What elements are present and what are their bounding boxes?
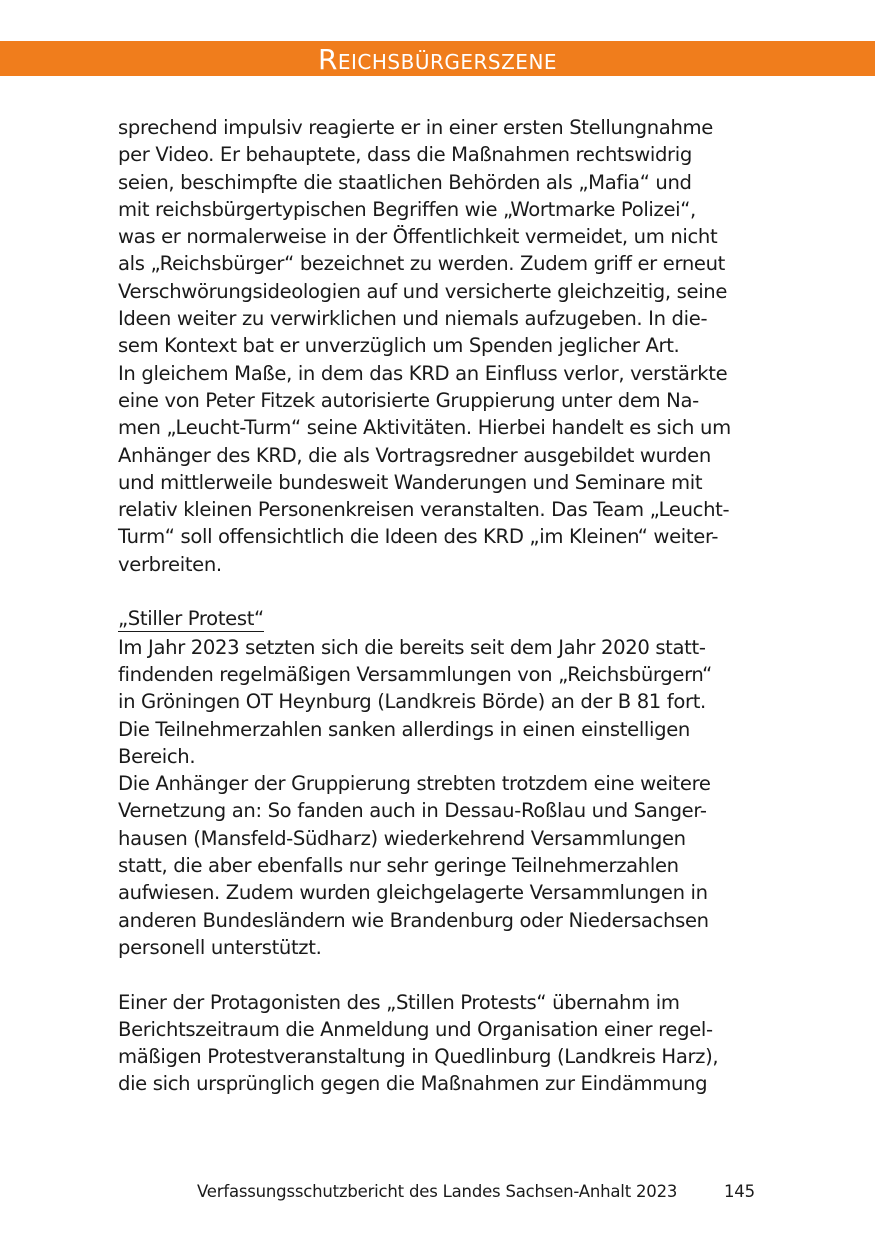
- text-line: in Gröningen OT Heynburg (Landkreis Börde) an der B 81 fort.: [118, 690, 706, 714]
- text-line: eine von Peter Fitzek autorisierte Gruppierung unter dem Na-: [118, 388, 699, 412]
- text-line: per Video. Er behauptete, dass die Maßnahmen rechtswidrig: [118, 143, 692, 167]
- text-line: verbreiten.: [118, 552, 222, 576]
- text-line: relativ kleinen Personenkreisen veranstalten. Das Team „Leucht-: [118, 498, 730, 522]
- text-line: Berichtszeitraum die Anmeldung und Organisation einer regel-: [118, 1017, 713, 1041]
- text-line: anderen Bundesländern wie Brandenburg oder Niedersachsen: [118, 908, 709, 932]
- text-line: mäßigen Protestveranstaltung in Quedlinburg (Landkreis Harz),: [118, 1045, 719, 1069]
- text-line: Die Anhänger der Gruppierung strebten trotzdem eine weitere: [118, 772, 711, 796]
- text-line: men „Leucht-Turm“ seine Aktivitäten. Hierbei handelt es sich um: [118, 416, 731, 440]
- text-line: Vernetzung an: So fanden auch in Dessau-Roßlau und Sanger-: [118, 799, 707, 823]
- section-header-bar: [0, 41, 875, 76]
- text-line: statt, die aber ebenfalls nur sehr geringe Teilnehmerzahlen: [118, 854, 679, 878]
- text-line: aufwiesen. Zudem wurden gleichgelagerte Versammlungen in: [118, 881, 708, 905]
- text-line: Bereich.: [118, 744, 196, 768]
- section-title: Reichsbürgerszene: [317, 43, 558, 76]
- text-line: als „Reichsbürger“ bezeichnet zu werden. Zudem griff er erneut: [118, 252, 725, 276]
- text-line: sprechend impulsiv reagierte er in einer ersten Stellungnahme: [118, 116, 713, 139]
- text-line: Turm“ soll offensichtlich die Ideen des KRD „im Kleinen“ weiter-: [118, 525, 719, 549]
- section-heading-wrapper: [118, 605, 758, 633]
- paragraph-3: [118, 634, 758, 770]
- text-line: findenden regelmäßigen Versammlungen von „Reichsbürgern“: [118, 662, 712, 686]
- text-line: personell unterstützt.: [118, 935, 322, 959]
- paragraph-spacer: [118, 578, 758, 605]
- paragraph-5: [118, 989, 758, 1098]
- body-text: [118, 114, 758, 1098]
- paragraph-1: [118, 114, 758, 360]
- text-line: Ideen weiter zu verwirklichen und niemals aufzugeben. In die-: [118, 307, 708, 331]
- text-line: Einer der Protagonisten des „Stillen Protests“ übernahm im: [118, 990, 680, 1014]
- text-line: Anhänger des KRD, die als Vortragsredner ausgebildet wurden: [118, 443, 711, 467]
- text-line: seien, beschimpfte die staatlichen Behörden als „Mafia“ und: [118, 170, 692, 194]
- footer-title: Verfassungsschutzbericht des Landes Sachsen-Anhalt 2023: [197, 1182, 678, 1201]
- text-line: Die Teilnehmerzahlen sanken allerdings in einen einstelligen: [118, 717, 690, 741]
- text-line: die sich ursprünglich gegen die Maßnahmen zur Eindämmung: [118, 1072, 708, 1096]
- text-line: was er normalerweise in der Öffentlichkeit vermeidet, um nicht: [118, 225, 718, 249]
- text-line: und mittlerweile bundesweit Wanderungen und Seminare mit: [118, 470, 703, 494]
- section-heading: „Stiller Protest“: [118, 607, 264, 631]
- paragraph-2: [118, 360, 758, 578]
- text-line: sem Kontext bat er unverzüglich um Spenden jeglicher Art.: [118, 334, 680, 358]
- text-line: mit reichsbürgertypischen Begriffen wie „Wortmarke Polizei“,: [118, 197, 696, 221]
- text-line: Verschwörungsideologien auf und versicherte gleichzeitig, seine: [118, 279, 728, 303]
- text-line: hausen (Mansfeld-Südharz) wiederkehrend Versammlungen: [118, 826, 686, 850]
- text-line: In gleichem Maße, in dem das KRD an Einfluss verlor, verstärkte: [118, 361, 728, 385]
- paragraph-4: [118, 770, 758, 961]
- paragraph-spacer: [118, 961, 758, 988]
- page-number: 145: [724, 1182, 755, 1201]
- text-line: Im Jahr 2023 setzten sich die bereits seit dem Jahr 2020 statt-: [118, 635, 706, 659]
